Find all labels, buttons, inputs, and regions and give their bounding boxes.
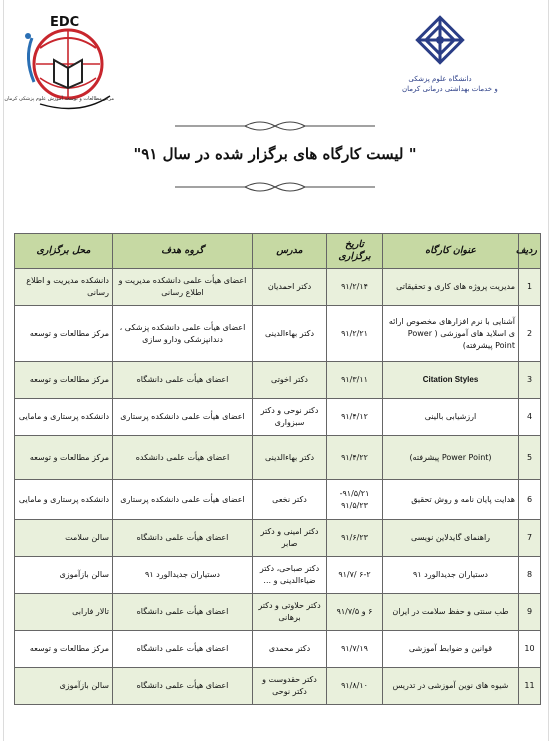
table-row xyxy=(15,594,541,631)
cell-place: مرکز مطالعات و توسعه xyxy=(15,436,113,480)
workshops-table xyxy=(14,233,541,705)
cell-date: ۹۱/۸/۱۰ xyxy=(327,668,383,705)
cell-date: ۹۱/۲/۱۴ xyxy=(327,269,383,306)
edc-logo-caption: مرکز مطالعات و توسعه آموزش علوم پزشکی کرمان xyxy=(4,96,114,102)
table-header-row xyxy=(15,234,541,269)
cell-date: ۹۱/۲/۲۱ xyxy=(327,306,383,362)
header-target: گروه هدف xyxy=(113,234,253,269)
cell-num: 6 xyxy=(519,480,541,520)
cell-teacher: دکتر امینی و دکتر صابر xyxy=(253,520,327,557)
table-row xyxy=(15,436,541,480)
cell-target: دستیاران جدیدالورد ۹۱ xyxy=(113,557,253,594)
cell-num: 8 xyxy=(519,557,541,594)
cell-teacher: دکتر محمدی xyxy=(253,631,327,668)
cell-title: مدیریت پروژه های کاری و تحقیقاتی xyxy=(383,269,519,306)
cell-place: دانشکده مدیریت و اطلاع رسانی xyxy=(15,269,113,306)
cell-teacher: دکتر نخعی xyxy=(253,480,327,520)
cell-target: اعضای هیأت علمی دانشکده پزشکی ، دندانپزشکی ودارو سازی xyxy=(113,306,253,362)
cell-num: 11 xyxy=(519,668,541,705)
table-row xyxy=(15,306,541,362)
table-row xyxy=(15,557,541,594)
cell-teacher: دکتر حقدوست و دکتر نوحی xyxy=(253,668,327,705)
cell-date: ۹۱/۵/۲۱- ۹۱/۵/۲۳ xyxy=(327,480,383,520)
cell-date: ۹۱/۴/۲۲ xyxy=(327,436,383,480)
cell-num: 5 xyxy=(519,436,541,480)
cell-title: دستیاران جدیدالورد ۹۱ xyxy=(383,557,519,594)
cell-target: اعضای هیأت علمی دانشگاه xyxy=(113,668,253,705)
cell-target: اعضای هیأت علمی دانشگاه xyxy=(113,362,253,399)
cell-teacher: دکتر احمدیان xyxy=(253,269,327,306)
edc-logo xyxy=(4,8,122,120)
cell-teacher: دکتر بهاءالدینی xyxy=(253,436,327,480)
cell-title: آشنایی با نرم افزارهای مخصوص ارائه ی اسلاید های آموزشی ( Power Point پیشرفته) xyxy=(383,306,519,362)
table-row xyxy=(15,668,541,705)
cell-place: مرکز مطالعات و توسعه xyxy=(15,631,113,668)
cell-teacher: دکتر صباحی، دکتر ضیاءالدینی و ... xyxy=(253,557,327,594)
cell-teacher: دکتر نوحی و دکتر سبزواری xyxy=(253,399,327,436)
cell-title: راهنمای گایدلاین نویسی xyxy=(383,520,519,557)
cell-place: سالن بازآموزی xyxy=(15,557,113,594)
cell-num: 2 xyxy=(519,306,541,362)
cell-target: اعضای هیأت علمی دانشکده مدیریت و اطلاع رسانی xyxy=(113,269,253,306)
cell-date: ۶ و ۹۱/۷/۵ xyxy=(327,594,383,631)
header-place: محل برگزاری xyxy=(15,234,113,269)
page-edge-right xyxy=(548,0,549,741)
cell-date: ۹۱/۳/۱۱ xyxy=(327,362,383,399)
cell-title: قوانین و ضوابط آموزشی xyxy=(383,631,519,668)
cell-place: سالن سلامت xyxy=(15,520,113,557)
cell-title: ارزشیابی بالینی xyxy=(383,399,519,436)
cell-num: 10 xyxy=(519,631,541,668)
cell-date: ۹۱/۶/۲۳ xyxy=(327,520,383,557)
university-logo-caption xyxy=(402,74,498,94)
title-ornament-bottom xyxy=(175,181,375,193)
cell-place: دانشکده پرستاری و مامایی xyxy=(15,399,113,436)
cell-num: 9 xyxy=(519,594,541,631)
cell-title: طب سنتی و حفظ سلامت در ایران xyxy=(383,594,519,631)
table-row xyxy=(15,269,541,306)
cell-num: 7 xyxy=(519,520,541,557)
page-edge-left xyxy=(3,0,4,741)
header-num: ردیف xyxy=(519,234,541,269)
cell-place: دانشکده پرستاری و مامایی xyxy=(15,480,113,520)
edc-logo-text: EDC xyxy=(50,15,80,30)
cell-date: ۶-۲ /۹۱/۷ xyxy=(327,557,383,594)
university-name-line2: و خدمات بهداشتی درمانی کرمان xyxy=(402,85,498,93)
cell-place: مرکز مطالعات و توسعه xyxy=(15,362,113,399)
cell-target: اعضای هیأت علمی دانشکده پرستاری xyxy=(113,480,253,520)
cell-place: مرکز مطالعات و توسعه xyxy=(15,306,113,362)
title-ornament-top xyxy=(175,120,375,132)
cell-num: 4 xyxy=(519,399,541,436)
cell-title: (Power Point پیشرفته) xyxy=(383,436,519,480)
cell-target: اعضای هیأت علمی دانشکده xyxy=(113,436,253,480)
cell-target: اعضای هیأت علمی دانشگاه xyxy=(113,594,253,631)
cell-target: اعضای هیأت علمی دانشگاه xyxy=(113,631,253,668)
cell-num: 3 xyxy=(519,362,541,399)
cell-title: شیوه های نوین آموزشی در تدریس xyxy=(383,668,519,705)
cell-target: اعضای هیأت علمی دانشکده پرستاری xyxy=(113,399,253,436)
cell-num: 1 xyxy=(519,269,541,306)
cell-place: سالن بازآموزی xyxy=(15,668,113,705)
cell-target: اعضای هیأت علمی دانشگاه xyxy=(113,520,253,557)
cell-teacher: دکتر اخوتی xyxy=(253,362,327,399)
table-row xyxy=(15,480,541,520)
cell-teacher: دکتر بهاءالدینی xyxy=(253,306,327,362)
cell-title: هدایت پایان نامه و روش تحقیق xyxy=(383,480,519,520)
header-title: عنوان کارگاه xyxy=(383,234,519,269)
table-row xyxy=(15,399,541,436)
cell-teacher: دکتر حلاوتی و دکتر برهانی xyxy=(253,594,327,631)
cell-place: تالار فارابی xyxy=(15,594,113,631)
header-date: تاریخ برگزاری xyxy=(327,234,383,269)
header-teacher: مدرس xyxy=(253,234,327,269)
table-row xyxy=(15,362,541,399)
university-name-line1: دانشگاه علوم پزشکی xyxy=(408,75,472,83)
table-row xyxy=(15,631,541,668)
page-title: " لیست کارگاه های برگزار شده در سال ۹۱" xyxy=(133,145,417,163)
cell-date: ۹۱/۴/۱۲ xyxy=(327,399,383,436)
cell-date: ۹۱/۷/۱۹ xyxy=(327,631,383,668)
university-logo xyxy=(402,14,498,114)
table-row xyxy=(15,520,541,557)
cell-title: Citation Styles xyxy=(383,362,519,399)
